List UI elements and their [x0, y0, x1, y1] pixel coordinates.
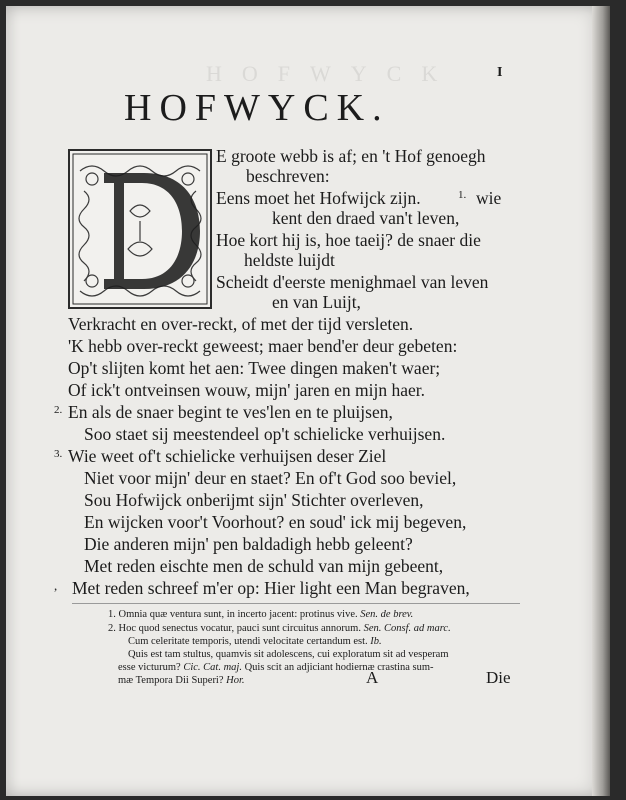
poem-line: Soo staet sij meestendeel op't schielicke verhuijsen. [84, 424, 446, 444]
book-gutter [592, 6, 610, 796]
poem-line: beschreven: [246, 166, 330, 186]
book-page [6, 6, 610, 796]
footnote-number: 2. [108, 623, 116, 634]
marginal-number: 1. [458, 189, 467, 201]
poem-line: 'K hebb over-reckt geweest; maer bend'er deur gebeten: [68, 336, 458, 356]
poem-line: heldste luijdt [244, 250, 335, 270]
poem-line: Met reden schreef m'er op: Hier light een Man begraven, [72, 578, 470, 598]
footnote-3-continued [118, 661, 434, 674]
page-mark: I [497, 65, 503, 80]
poem-line: kent den draed van't leven, [272, 208, 460, 228]
footnote-text: Hoc quod senectus vocatur, pauci sunt circuitus annorum. [118, 623, 361, 634]
poem-line: Wie weet of't schielicke verhuijsen deser Ziel [68, 446, 387, 466]
footnote-text: mæ Tempora Dii Superi? [118, 675, 224, 686]
poem-line: Sou Hofwijck onberijmt sijn' Stichter overleven, [84, 490, 424, 510]
poem-line: Verkracht en over-reckt, of met der tijd versleten. [68, 314, 414, 334]
poem-line: Scheidt d'eerste menighmael van leven [216, 272, 489, 292]
poem-line: E groote webb is af; en 't Hof genoegh [216, 146, 486, 166]
poem-line: Hoe kort hij is, hoe taeij? de snaer die [216, 230, 481, 250]
page-title: HOFWYCK. [124, 87, 390, 129]
footnote-source: Ib. [370, 636, 382, 647]
footnote-text: Omnia quæ ventura sunt, in incerto jacent: protinus vive. [118, 609, 358, 620]
footnote-3-end [118, 674, 245, 687]
poem-line: Op't slijten komt het aen: Twee dingen maken't waer; [68, 358, 441, 378]
footnote-1 [108, 608, 413, 621]
poem-line: Of ick't ontveinsen wouw, mijn' jaren en mijn haer. [68, 380, 426, 400]
marginal-number: 3. [54, 448, 63, 460]
poem-line: Eens moet het Hofwijck zijn. [216, 188, 421, 208]
footnote-source: Sen. Consf. ad marc. [363, 623, 451, 634]
footnote-text: Quis est tam stultus, quamvis sit adolescens, cui exploratum sit ad vesperam [128, 649, 449, 660]
poem-line: en van Luijt, [272, 292, 361, 312]
poem-line: En als de snaer begint te ves'len en te pluijsen, [68, 402, 393, 422]
poem-line: En wijcken voor't Voorhout? en soud' ick mij begeven, [84, 512, 467, 532]
show-through-text: HOFWYCK [206, 61, 458, 86]
poem-line: Met reden eischte men de schuld van mijn gebeent, [84, 556, 444, 576]
footnote-text: esse victurum? [118, 662, 181, 673]
poem-line: Niet voor mijn' deur en staet? En of't God soo beviel, [84, 468, 457, 488]
poem-line: Die anderen mijn' pen baldadigh hebb geleent? [84, 534, 413, 554]
footnote-source: Hor. [226, 675, 245, 686]
catchword: Die [486, 668, 511, 687]
footnote-text: Cum celeritate temporis, utendi velocitate certandum est. [128, 636, 368, 647]
quote-mark: , [54, 578, 58, 593]
footnote-divider [72, 603, 520, 604]
signature-mark: A [366, 668, 379, 687]
footnote-2-continued [128, 635, 382, 648]
footnote-source: Sen. de brev. [360, 609, 414, 620]
poem-line: wie [476, 188, 502, 208]
footnote-number: 1. [108, 609, 116, 620]
footnote-2 [108, 622, 451, 635]
decorated-initial-d [68, 149, 212, 309]
footnote-source: Cic. Cat. maj. [183, 662, 242, 673]
footnote-3 [128, 648, 449, 661]
footnote-text: Quis scit an adjiciant hodiernæ crastina sum- [244, 662, 434, 673]
marginal-number: 2. [54, 404, 63, 416]
